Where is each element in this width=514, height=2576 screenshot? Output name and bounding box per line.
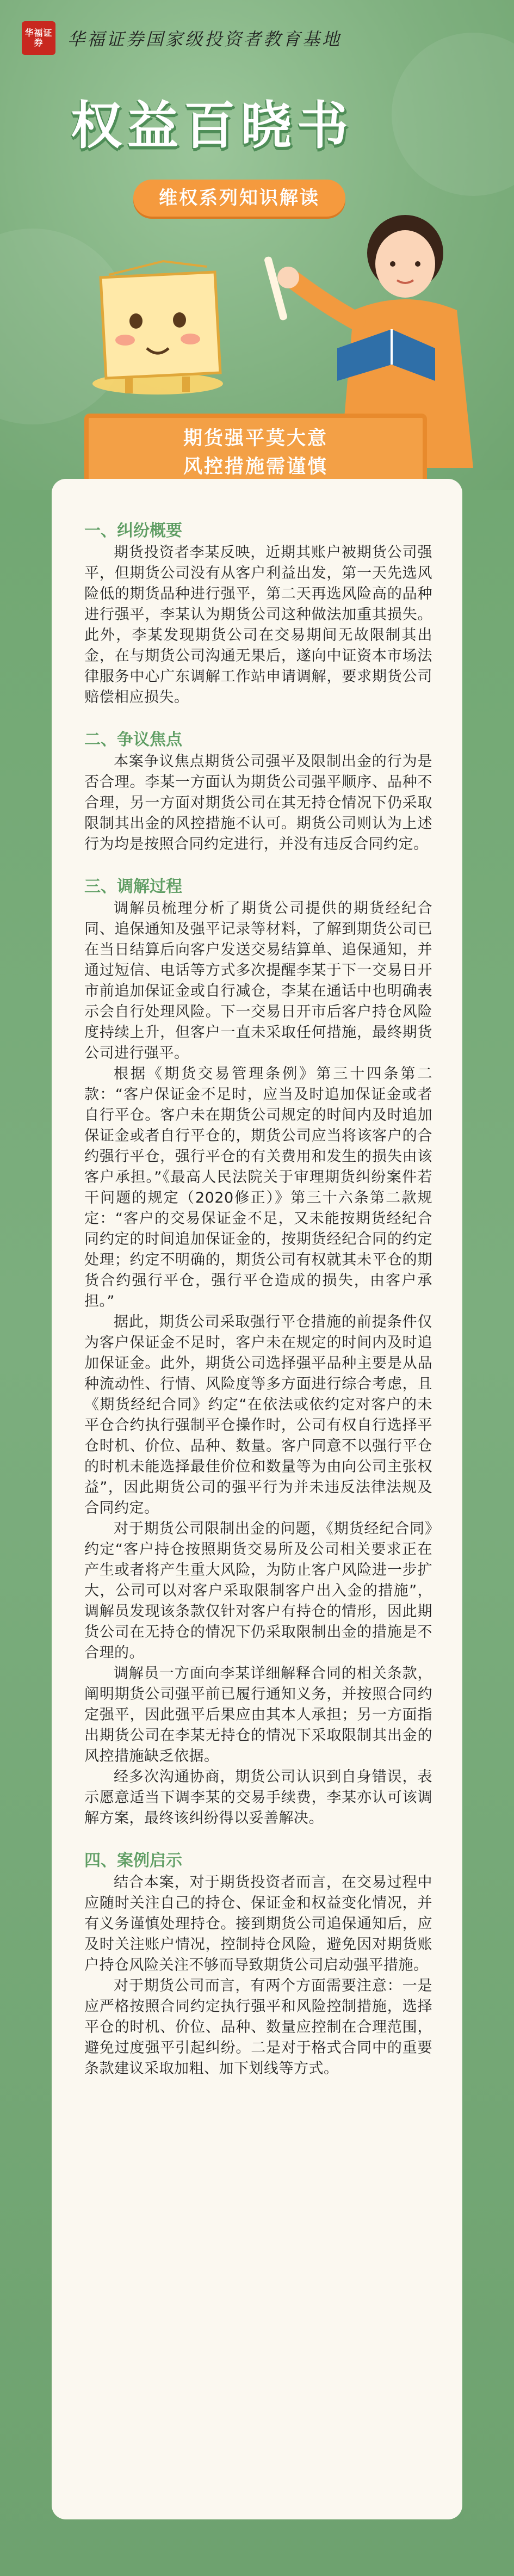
page-title: 权益百晓书: [70, 96, 354, 156]
paragraph: 结合本案，对于期货投资者而言，在交易过程中应随时关注自己的持仓、保证金和权益变化情况，并有义务谨慎处理持仓。接到期货公司追保通知后，应及时关注账户情况，控制持仓风险，避免因对期货账户持仓风险关注不够而导致期货公司启动强平措施。: [84, 1874, 432, 1974]
paragraph: 调解员梳理分析了期货公司提供的期货经纪合同、追保通知及强平记录等材料，了解到期货公司已在当日结算后向客户发送交易结算单、追保通知，并通过短信、电话等方式多次提醒李某于下一交易日开市前追加保证金或自行减仓，李某在通话中也明确表示会自行处理风险。下一交易日开市后客户持仓风险度持续上升，但客户一直未采取任何措施，最终期货公司进行强平。: [84, 900, 432, 1062]
section-title: 二、争议焦点: [84, 730, 182, 749]
article-content: [84, 520, 432, 2079]
logo-seal: [22, 21, 55, 55]
section-title: 三、调解过程: [84, 877, 182, 896]
header: [22, 16, 342, 60]
paragraph: 对于期货公司而言，有两个方面需要注意：一是应严格按照合同约定执行强平和风险控制措施，选择平仓的时机、价位、品种、数量应控制在合理范围，避免过度强平引起纠纷。二是对于格式合同中的重要条款建议采取加粗、加下划线等方式。: [84, 1977, 432, 2077]
org-name: 华福证券国家级投资者教育基地: [67, 29, 342, 50]
seal-text: 华福证券: [24, 28, 53, 48]
paragraph: 根据《期货交易管理条例》第三十四条第二款：“客户保证金不足时，应当及时追加保证金或者自行平仓。客户未在期货公司规定的时间内及时追加保证金或者自行平仓的，期货公司应当将该客户的合约强行平仓，强行平仓的有关费用和发生的损失由该客户承担。”《最高人民法院关于审理期货纠纷案件若干问题的规定（2020修正）》第三十六条第二款规定：“客户的交易保证金不足，又未能按期货经纪合同约定的时间追加保证金的，按期货经纪合同的约定处理；约定不明确的，期货公司有权就其未平仓的期货合约强行平仓，强行平仓造成的损失，由客户承担。”: [84, 1065, 432, 1310]
paragraph: 经多次沟通协商，期货公司认识到自身错误，表示愿意适当下调李某的交易手续费，李某亦认可该调解方案，最终该纠纷得以妥善解决。: [84, 1768, 432, 1827]
paragraph: 对于期货公司限制出金的问题，《期货经纪合同》约定“客户持仓按照期货交易所及公司相关要求正在产生或者将产生重大风险，为防止客户风险进一步扩大，公司可以对客户采取限制客户出入金的措施”，调解员发现该条款仅针对客户有持仓的情形，因此期货公司在无持仓的情况下仍采取限制出金的措施是不合理的。: [84, 1520, 432, 1661]
section: [84, 1850, 432, 2079]
paragraph: 本案争议焦点期货公司强平及限制出金的行为是否合理。李某一方面认为期货公司强平顺序、品种不合理，另一方面对期货公司在其无持仓情况下仍采取限制其出金的风控措施不认可。期货公司则认为上述行为均是按照合同约定进行，并没有违反合同约定。: [84, 753, 432, 853]
board-line-2: 风控措施需谨慎: [183, 456, 328, 478]
paragraph: 据此，期货公司采取强行平仓措施的前提条件仅为客户保证金不足时，客户未在规定的时间内及时追加保证金。此外，期货公司选择强平品种主要是从品种流动性、行情、风险度等多方面进行综合考虑，且《期货经纪合同》约定“在依法或依约定对客户的未平仓合约执行强制平仓操作时，公司有权自行选择平仓时机、价位、品种、数量。客户同意不以强行平仓的时机未能选择最佳价位和数量等为由向公司主张权益”，因此期货公司的强平行为并未违反法律法规及合同约定。: [84, 1314, 432, 1517]
paragraph: 期货投资者李某反映，近期其账户被期货公司强平，但期货公司没有从客户利益出发，第一天先选风险低的期货品种进行强平，第二天再选风险高的品种进行强平，李某认为期货公司这种做法加重其损失。此外，李某发现期货公司在交易期间无故限制其出金，在与期货公司沟通无果后，遂向中证资本市场法律服务中心广东调解工作站申请调解，要求期货公司赔偿相应损失。: [84, 544, 432, 706]
section: [84, 876, 432, 1829]
section-title: 一、纠纷概要: [84, 521, 182, 540]
board-line-1: 期货强平莫大意: [183, 428, 328, 449]
book-character-icon: [92, 261, 223, 395]
section: [84, 520, 432, 708]
section: [84, 729, 432, 855]
paragraph: 调解员一方面向李某详细解释合同的相关条款，阐明期货公司强平前已履行通知义务，并按照合同约定强平，因此强平后果应由其本人承担；另一方面指出期货公司在李某无持仓的情况下采取限制其出金的风控措施缺乏依据。: [84, 1665, 432, 1765]
headline-board: [84, 414, 427, 487]
subtitle-pill: 维权系列知识解读: [133, 180, 345, 217]
section-title: 四、案例启示: [84, 1851, 182, 1870]
